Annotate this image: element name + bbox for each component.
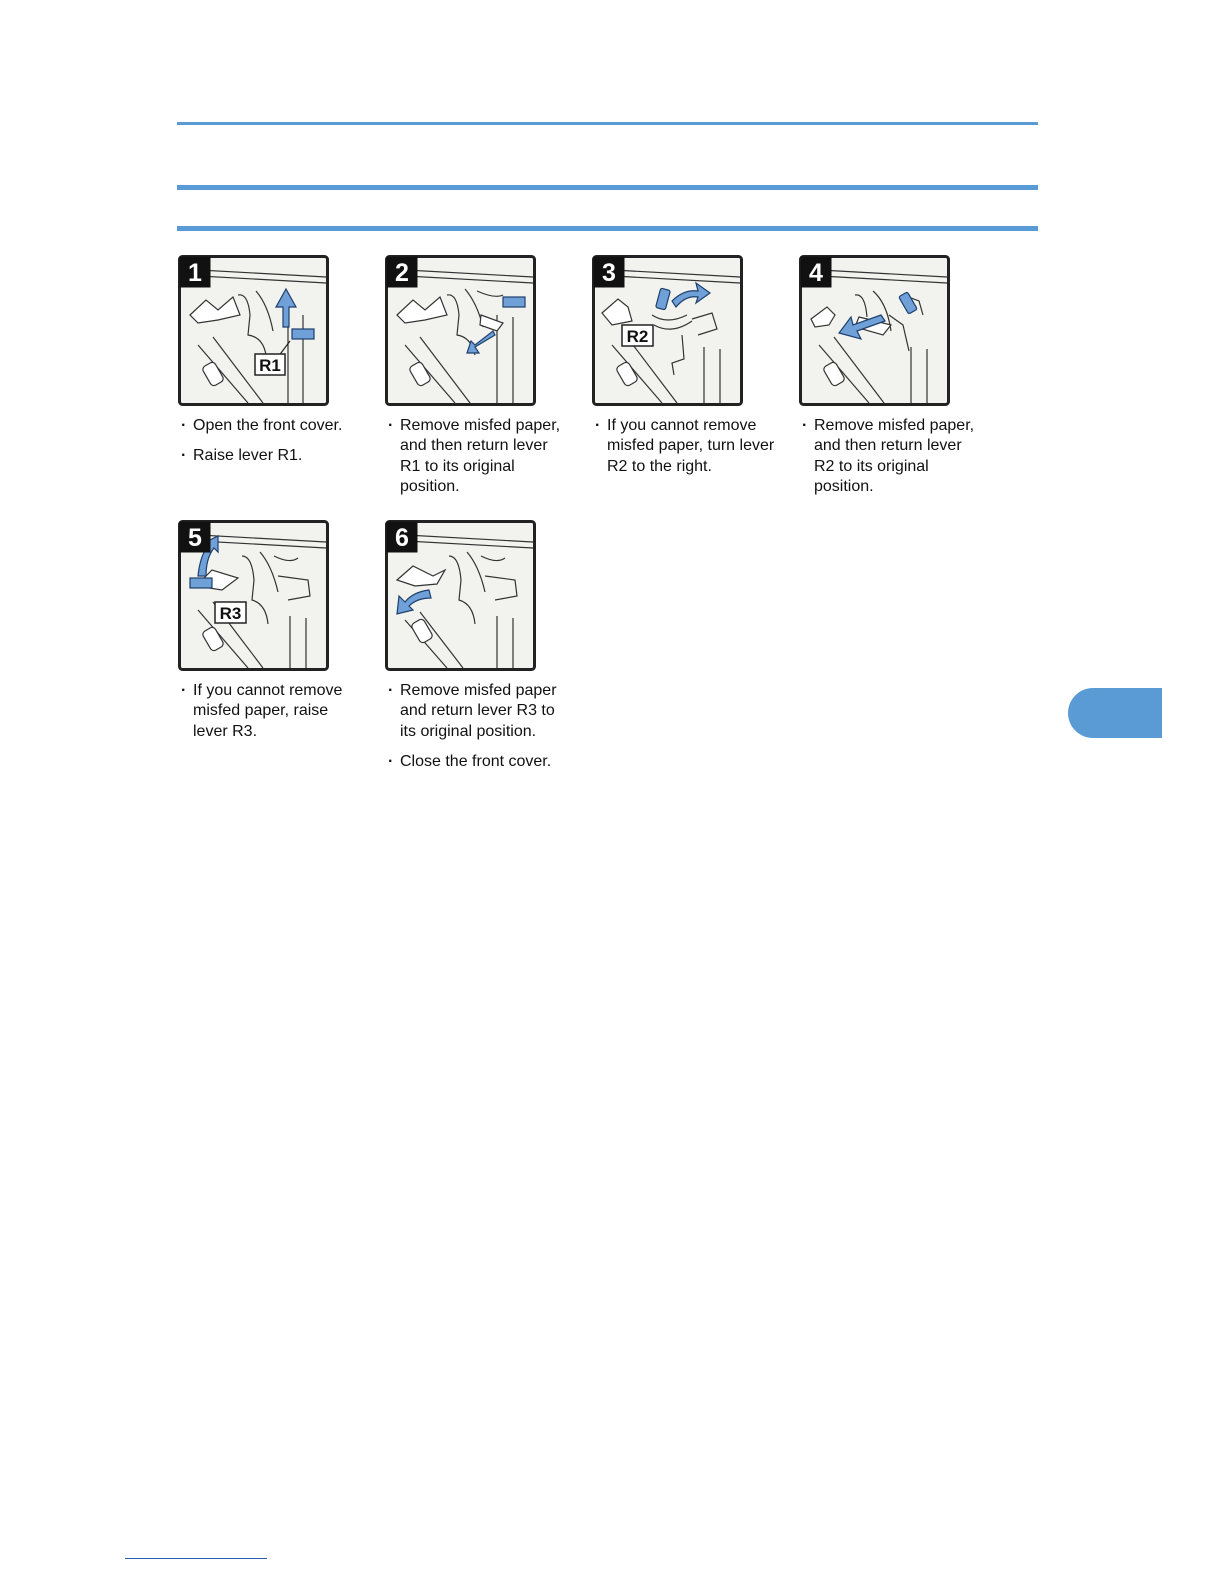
header-rule-thin xyxy=(177,122,1038,125)
footer-rule xyxy=(125,1558,267,1559)
step-number: 1 xyxy=(188,259,202,287)
step-1-captions xyxy=(178,416,358,467)
lever-r1-icon xyxy=(503,297,525,307)
step-6-captions xyxy=(385,681,570,773)
step-3-captions xyxy=(592,416,777,477)
lever-label: R2 xyxy=(626,327,649,346)
step-6-illustration xyxy=(385,520,536,671)
step-2 xyxy=(385,255,570,498)
step-3 xyxy=(592,255,777,477)
step-1-illustration xyxy=(178,255,329,406)
step-3-illustration xyxy=(592,255,743,406)
step-number: 5 xyxy=(188,524,202,552)
lever-label: R1 xyxy=(259,356,281,375)
header-rule-lower xyxy=(177,226,1038,231)
caption: · Remove misfed paper, and then return lever R1 to its original position. xyxy=(385,416,570,498)
step-number: 2 xyxy=(395,259,409,287)
step-5-illustration xyxy=(178,520,329,671)
step-4-captions xyxy=(799,416,984,498)
caption: · If you cannot remove misfed paper, turn lever R2 to the right. xyxy=(592,416,777,477)
caption: · Open the front cover. xyxy=(178,416,358,436)
chapter-tab xyxy=(1068,688,1162,738)
header-rule-upper xyxy=(177,185,1038,190)
step-5-captions xyxy=(178,681,358,742)
lever-r3-icon xyxy=(190,578,212,588)
lever-r1-icon xyxy=(292,329,314,339)
step-4-illustration xyxy=(799,255,950,406)
step-2-illustration xyxy=(385,255,536,406)
step-number: 6 xyxy=(395,524,409,552)
caption: · Remove misfed paper, and then return lever R2 to its original position. xyxy=(799,416,984,498)
step-number: 3 xyxy=(602,259,616,287)
step-1 xyxy=(178,255,358,467)
step-number: 4 xyxy=(809,259,823,287)
step-5 xyxy=(178,520,358,742)
caption: · Close the front cover. xyxy=(385,752,570,772)
step-4 xyxy=(799,255,984,498)
step-6 xyxy=(385,520,570,773)
caption: · Raise lever R1. xyxy=(178,446,358,466)
caption: · Remove misfed paper and return lever R3 to its original position. xyxy=(385,681,570,742)
step-2-captions xyxy=(385,416,570,498)
lever-label: R3 xyxy=(219,604,242,623)
caption: · If you cannot remove misfed paper, raise lever R3. xyxy=(178,681,358,742)
